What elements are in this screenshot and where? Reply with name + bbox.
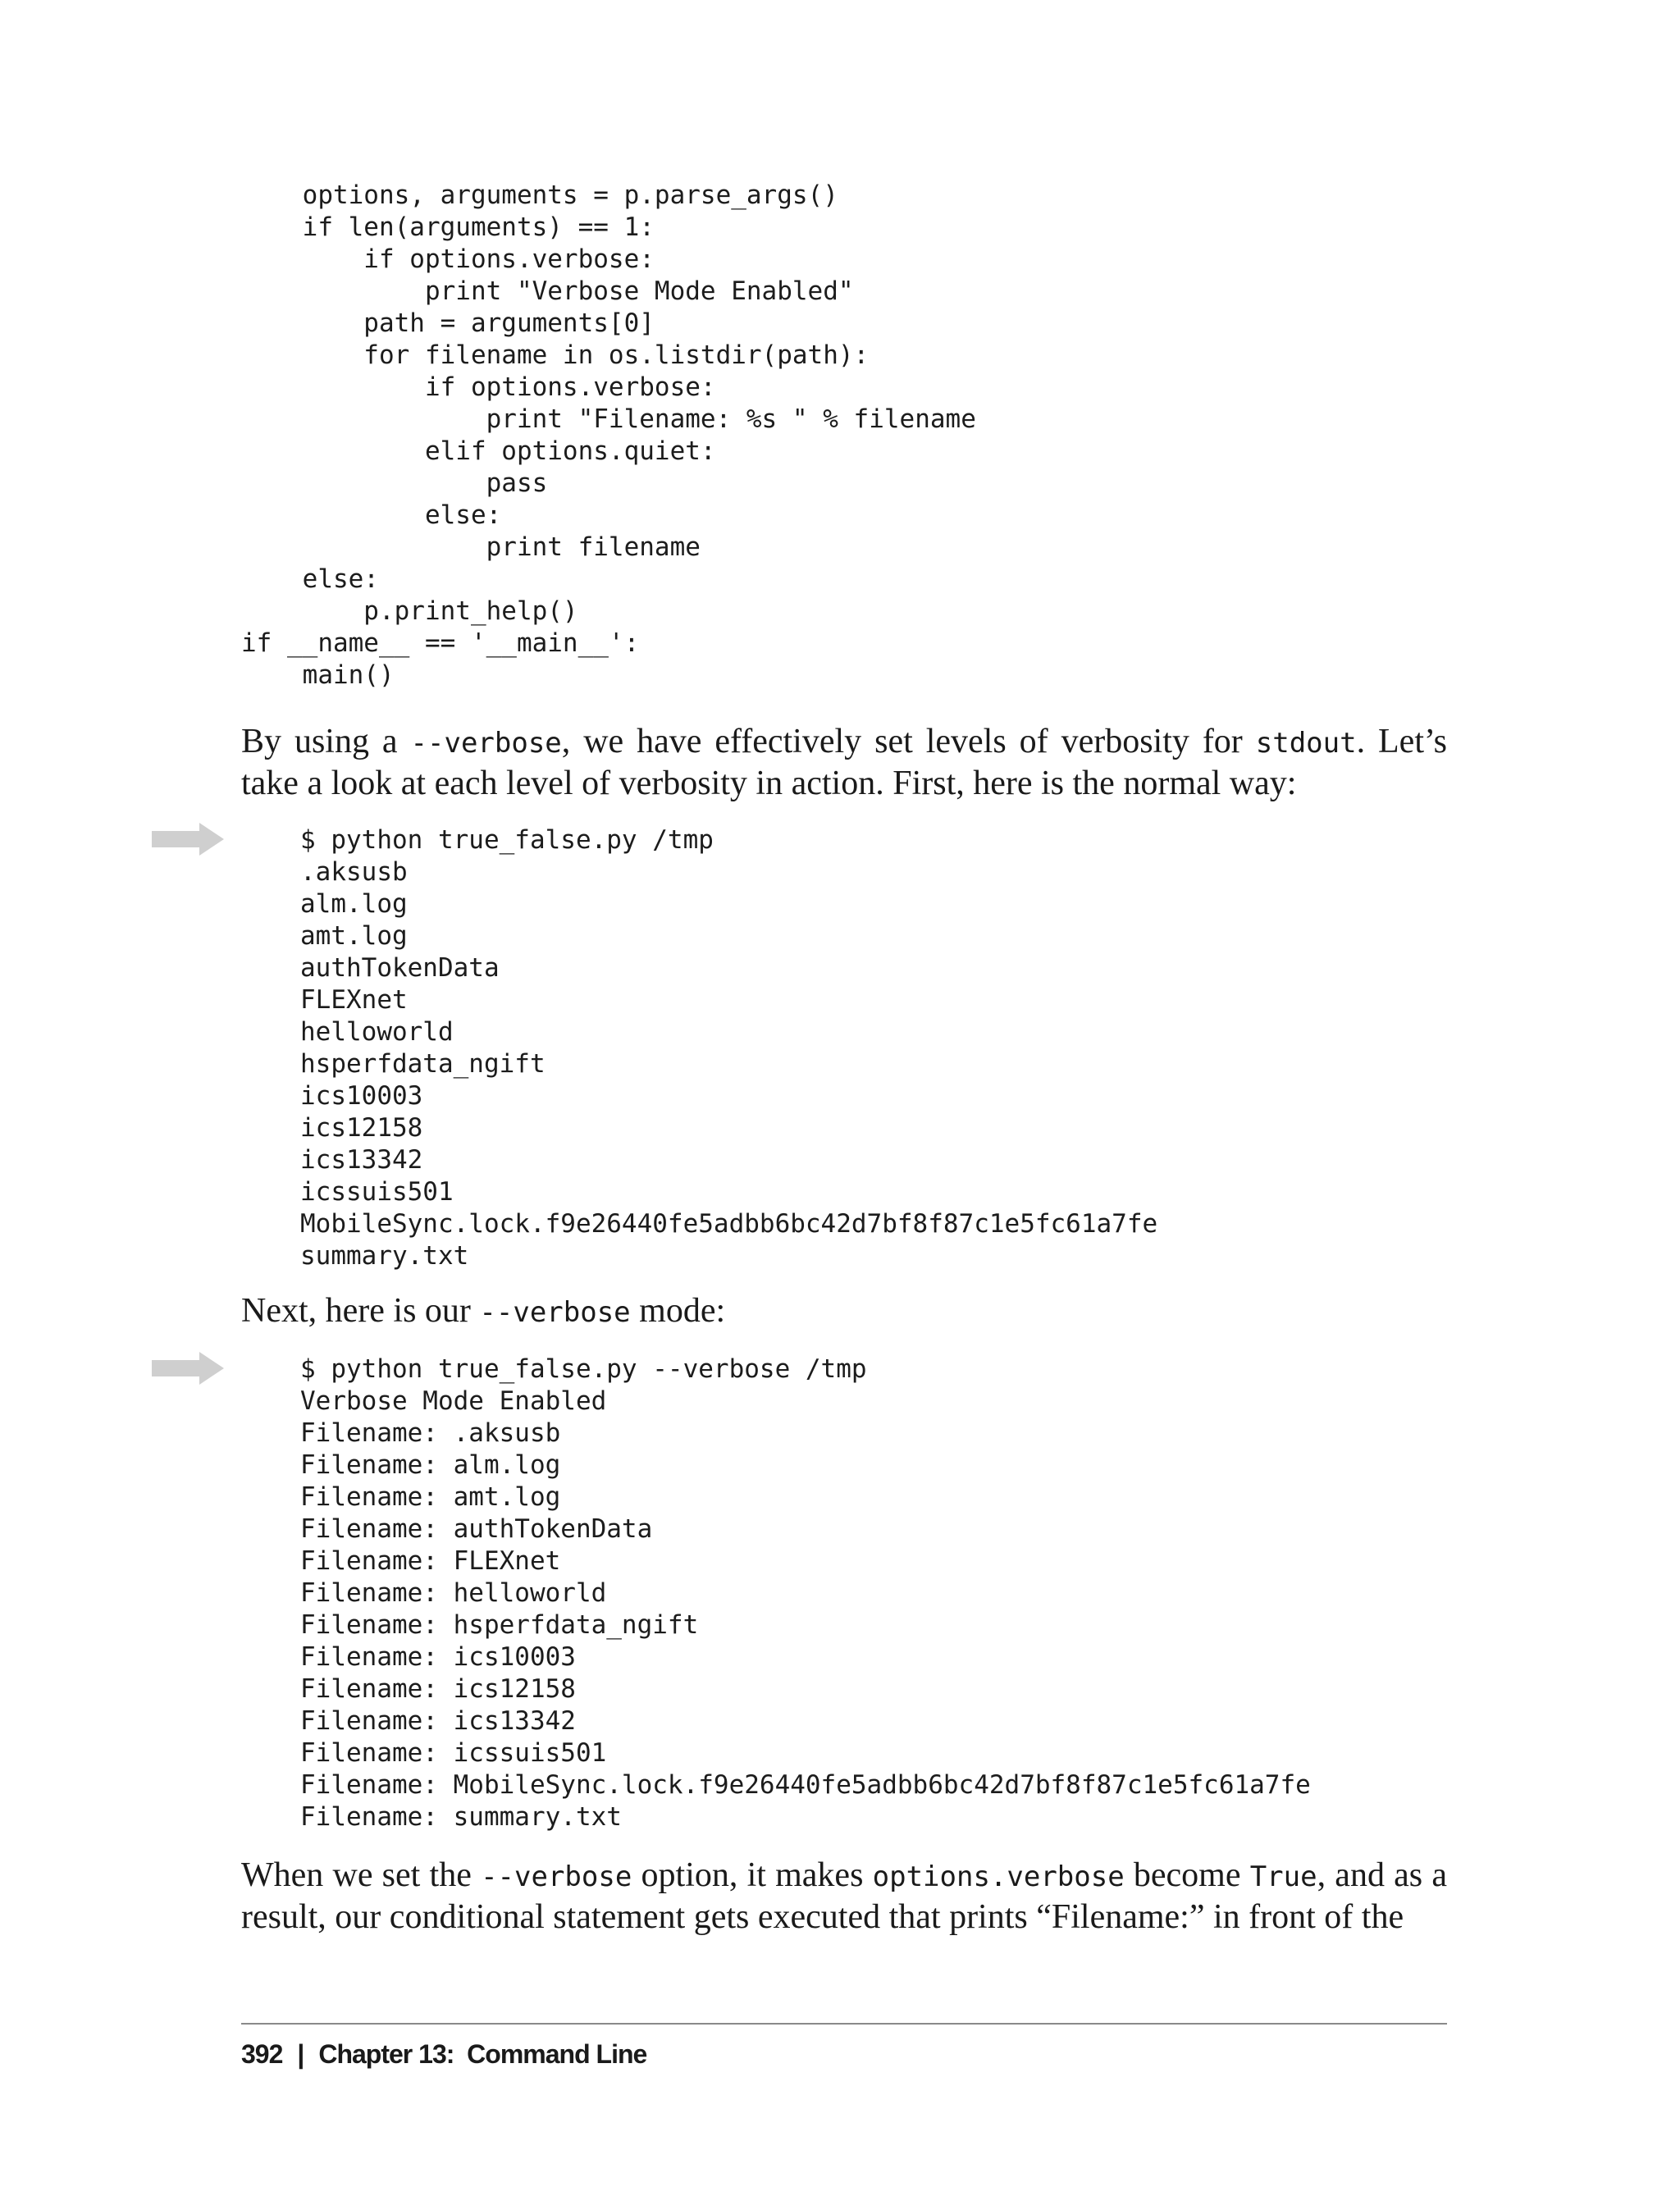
code-line: for filename in os.listdir(path):	[241, 340, 870, 370]
code-line: alm.log	[300, 889, 408, 919]
code-line: main()	[241, 660, 395, 690]
code-line: Filename: amt.log	[300, 1482, 561, 1512]
paragraph-text: Next, here is our	[241, 1292, 480, 1330]
code-line: amt.log	[300, 921, 408, 951]
code-line: if len(arguments) == 1:	[241, 212, 655, 242]
code-line: $ python true_false.py /tmp	[300, 825, 714, 855]
code-line: authTokenData	[300, 953, 500, 983]
code-line: $ python true_false.py --verbose /tmp	[300, 1354, 867, 1384]
chapter-title: Chapter 13: Command Line	[318, 2039, 647, 2069]
code-line: if options.verbose:	[241, 372, 716, 402]
code-line: else:	[241, 500, 502, 530]
code-line: Filename: summary.txt	[300, 1802, 622, 1832]
code-line: Filename: FLEXnet	[300, 1546, 561, 1576]
page-number: 392	[241, 2039, 283, 2069]
code-line: else:	[241, 564, 379, 594]
code-line: helloworld	[300, 1017, 454, 1047]
code-line: Filename: ics13342	[300, 1706, 576, 1736]
code-line: ics13342	[300, 1145, 423, 1175]
code-line: ics12158	[300, 1113, 423, 1143]
paragraph-text: become	[1124, 1856, 1250, 1894]
code-line: Filename: ics10003	[300, 1642, 576, 1672]
paragraph-text: By using a	[241, 723, 411, 760]
inline-code: --verbose	[479, 1296, 631, 1329]
paragraph-text: . Let’s take a look at each level of verbosity in action. First, here is the normal way:	[241, 723, 1448, 802]
paragraph-verbose-mode	[241, 1291, 1447, 1333]
code-line: print "Verbose Mode Enabled"	[241, 276, 854, 306]
paragraph-text: , and as a result, our conditional statement gets executed that prints “Filename:” in front of the	[241, 1856, 1447, 1936]
code-line: Filename: authTokenData	[300, 1514, 653, 1544]
paragraph-text: When we set the	[241, 1856, 482, 1894]
code-line: Filename: helloworld	[300, 1578, 607, 1608]
right-arrow-icon	[152, 823, 224, 856]
code-line: ics10003	[300, 1081, 423, 1111]
code-line: Filename: .aksusb	[300, 1418, 561, 1448]
paragraph-verbose-explanation	[241, 1856, 1447, 1938]
code-listing-main-function	[241, 180, 976, 692]
footer-separator: |	[297, 2039, 304, 2069]
code-line: elif options.quiet:	[241, 436, 716, 466]
code-line: Filename: alm.log	[300, 1450, 561, 1480]
code-line: summary.txt	[300, 1241, 469, 1271]
inline-code: options.verbose	[872, 1860, 1125, 1893]
inline-code: stdout	[1255, 727, 1357, 760]
code-line: Filename: MobileSync.lock.f9e26440fe5adbb6bc42d7bf8f87c1e5fc61a7fe	[300, 1770, 1311, 1800]
page-footer	[241, 2038, 646, 2070]
code-line: hsperfdata_ngift	[300, 1049, 546, 1079]
code-line: icssuis501	[300, 1177, 454, 1207]
right-arrow-icon	[152, 1352, 224, 1385]
code-listing-normal-output	[300, 824, 1157, 1272]
paragraph-text: , we have effectively set levels of verbosity for	[561, 723, 1256, 760]
code-line: if options.verbose:	[241, 244, 655, 274]
code-line: .aksusb	[300, 857, 408, 887]
code-line: FLEXnet	[300, 985, 408, 1015]
inline-code: --verbose	[410, 727, 562, 760]
code-line: Filename: ics12158	[300, 1674, 576, 1704]
code-line: Filename: hsperfdata_ngift	[300, 1610, 699, 1640]
code-line: MobileSync.lock.f9e26440fe5adbb6bc42d7bf8f87c1e5fc61a7fe	[300, 1209, 1158, 1239]
paragraph-verbosity-levels	[241, 722, 1447, 804]
footer-rule	[241, 2023, 1447, 2025]
code-line: options, arguments = p.parse_args()	[241, 180, 838, 210]
code-line: Verbose Mode Enabled	[300, 1386, 607, 1416]
paragraph-text: mode:	[630, 1292, 726, 1330]
paragraph-text: option, it makes	[632, 1856, 873, 1894]
code-line: Filename: icssuis501	[300, 1738, 607, 1768]
inline-code: True	[1249, 1860, 1317, 1893]
code-line: p.print_help()	[241, 596, 578, 626]
code-line: print filename	[241, 532, 701, 562]
code-listing-verbose-output	[300, 1354, 1311, 1833]
inline-code: --verbose	[481, 1860, 632, 1893]
code-line: path = arguments[0]	[241, 308, 655, 338]
code-line: pass	[241, 468, 548, 498]
code-line: print "Filename: %s " % filename	[241, 404, 976, 434]
code-line: if __name__ == '__main__':	[241, 628, 640, 658]
